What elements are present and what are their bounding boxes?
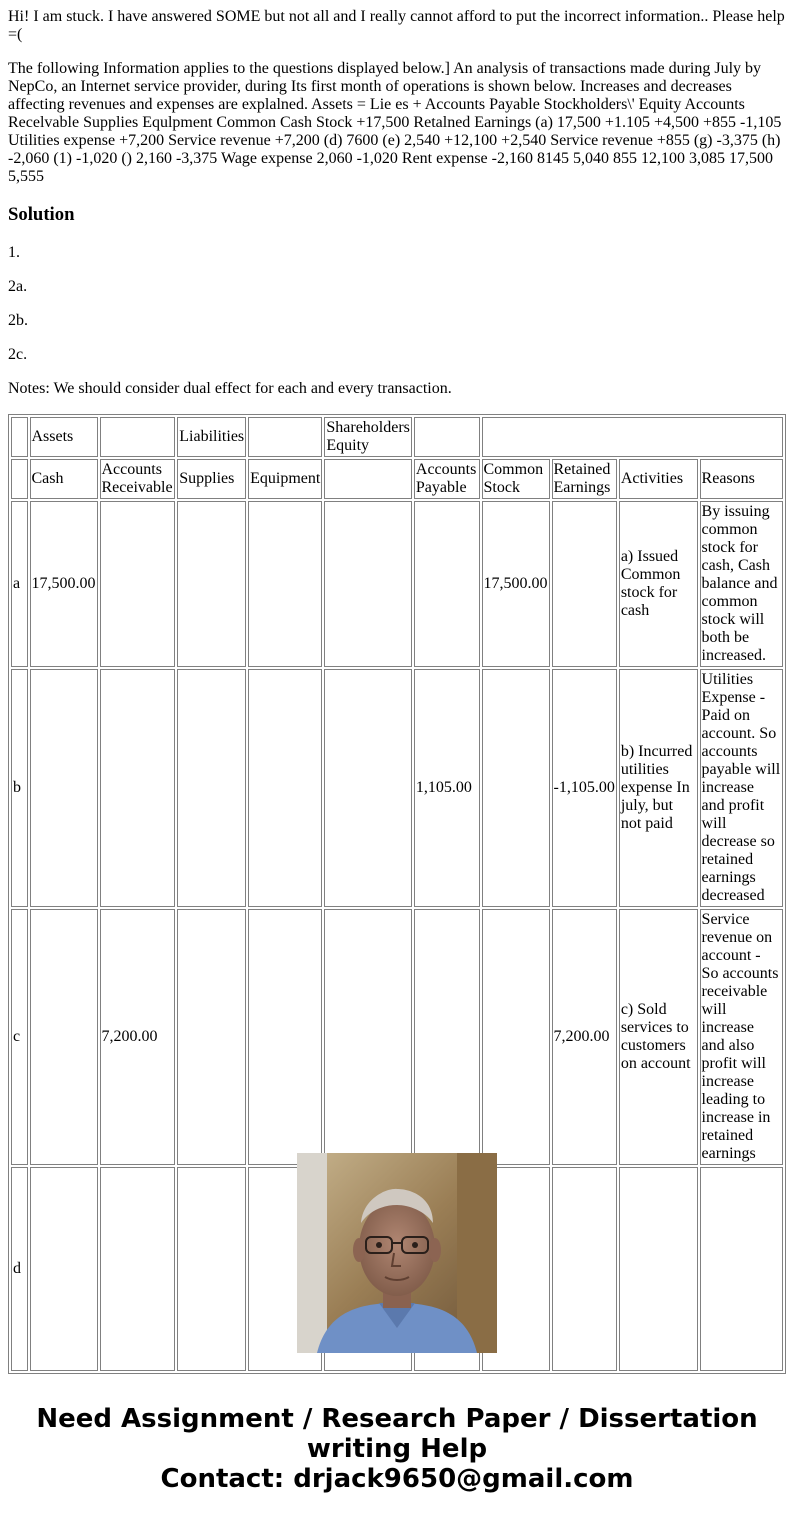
- cell-reason: Utilities Expense - Paid on account. So accounts payable will increase and profit will decrease so retained earnings decreased: [700, 669, 783, 907]
- tutor-portrait-icon: [297, 1153, 497, 1353]
- cell-cash: [30, 909, 98, 1165]
- cell-common-stock: [482, 909, 550, 1165]
- cell-blank: [324, 669, 412, 907]
- tutor-avatar: [297, 1153, 497, 1353]
- header-cell-empty: [100, 417, 176, 457]
- cell-supplies: [177, 669, 246, 907]
- cell-supplies: [177, 501, 246, 667]
- column-header-accounts-payable: Accounts Payable: [414, 459, 480, 499]
- cell-reason: By issuing common stock for cash, Cash balance and common stock will both be increased.: [700, 501, 783, 667]
- header-cell-empty: [11, 417, 28, 457]
- cell-activity: [619, 1167, 698, 1371]
- column-header-common-stock: Common Stock: [482, 459, 550, 499]
- solution-item-2c: 2c.: [8, 346, 28, 363]
- solution-item-2a: 2a.: [8, 278, 28, 295]
- column-header-supplies: Supplies: [177, 459, 246, 499]
- header-cell-empty: [414, 417, 480, 457]
- column-header-cash: Cash: [30, 459, 98, 499]
- header-liabilities: Liabilities: [177, 417, 246, 457]
- cell-retained-earnings: [552, 501, 617, 667]
- header-shareholders-equity: Shareholders Equity: [324, 417, 412, 457]
- cell-retained-earnings: [552, 1167, 617, 1371]
- header-cell-spanned: [482, 417, 784, 457]
- solution-table-wrapper: [8, 414, 786, 1277]
- row-id: a: [11, 501, 28, 667]
- row-id: b: [11, 669, 28, 907]
- table-group-header-row: [11, 417, 783, 457]
- cell-equipment: [248, 501, 322, 667]
- cell-retained-earnings: -1,105.00: [552, 669, 617, 907]
- row-id: c: [11, 909, 28, 1165]
- solution-notes: Notes: We should consider dual effect for each and every transaction.: [8, 380, 452, 397]
- footer-contact: Contact: drjack9650@gmail.com: [160, 1464, 634, 1494]
- footer-banner: [0, 1404, 794, 1494]
- cell-activity: b) Incurred utilities expense In july, but not paid: [619, 669, 698, 907]
- question-body: The following Information applies to the questions displayed below.] An analysis of transactions made during July by NepCo, an Internet service provider, during Its first month of operations is shown below. Increases and decreases affecting revenues and expenses are explalned. Assets = Lie es + Accounts Payable Stockholders\' Equity Accounts Recelvable Supplies Equlpment Common Cash Stock +17,500 Retalned Earnings (a) 17,500 +1.105 +4,500 +855 -1,105 Utilities expense +7,200 Service revenue +7,200 (d) 7600 (e) 2,540 +12,100 +2,540 Service revenue +855 (g) -3,375 (h) -2,060 (1) -1,020 () 2,160 -3,375 Wage expense 2,060 -1,020 Rent expense -2,160 8145 5,040 855 12,100 3,085 17,500 5,555: [8, 60, 782, 185]
- column-header-retained-earnings: Retained Earnings: [552, 459, 617, 499]
- row-id: d: [11, 1167, 28, 1371]
- cell-activity: c) Sold services to customers on account: [619, 909, 698, 1165]
- column-header-empty: [324, 459, 412, 499]
- cell-activity: a) Issued Common stock for cash: [619, 501, 698, 667]
- solution-heading: Solution: [8, 204, 75, 225]
- column-header-equipment: Equipment: [248, 459, 322, 499]
- table-column-header-row: [11, 459, 783, 499]
- table-row: [11, 669, 783, 907]
- cell-supplies: [177, 1167, 246, 1371]
- table-row: [11, 501, 783, 667]
- cell-blank: [324, 501, 412, 667]
- page-content: [8, 8, 786, 1277]
- solution-item-1: 1.: [8, 244, 20, 261]
- cell-accounts-receivable: [100, 501, 176, 667]
- cell-cash: [30, 1167, 98, 1371]
- cell-common-stock: [482, 669, 550, 907]
- table-row: [11, 909, 783, 1165]
- column-header-empty: [11, 459, 28, 499]
- cell-cash: 17,500.00: [30, 501, 98, 667]
- question-intro: Hi! I am stuck. I have answered SOME but not all and I really cannot afford to put the incorrect information.. Please help =(: [8, 8, 785, 43]
- cell-common-stock: 17,500.00: [482, 501, 550, 667]
- footer-line-1: Need Assignment / Research Paper / Dissertation: [36, 1404, 758, 1434]
- cell-accounts-payable: 1,105.00: [414, 669, 480, 907]
- cell-cash: [30, 669, 98, 907]
- column-header-activities: Activities: [619, 459, 698, 499]
- footer-line-2: writing Help: [306, 1434, 488, 1464]
- cell-accounts-receivable: [100, 1167, 176, 1371]
- header-assets: Assets: [30, 417, 98, 457]
- cell-accounts-receivable: 7,200.00: [100, 909, 176, 1165]
- cell-reason: Service revenue on account - So accounts receivable will increase and also profit will increase leading to increase in retained earnings: [700, 909, 783, 1165]
- cell-supplies: [177, 909, 246, 1165]
- cell-accounts-payable: [414, 909, 480, 1165]
- cell-accounts-payable: [414, 501, 480, 667]
- cell-equipment: [248, 669, 322, 907]
- solution-item-2b: 2b.: [8, 312, 28, 329]
- cell-retained-earnings: 7,200.00: [552, 909, 617, 1165]
- column-header-accounts-receivable: Accounts Receivable: [100, 459, 176, 499]
- column-header-reasons: Reasons: [700, 459, 783, 499]
- cell-reason: [700, 1167, 783, 1371]
- cell-accounts-receivable: [100, 669, 176, 907]
- cell-equipment: [248, 909, 322, 1165]
- cell-blank: [324, 909, 412, 1165]
- header-cell-empty: [248, 417, 322, 457]
